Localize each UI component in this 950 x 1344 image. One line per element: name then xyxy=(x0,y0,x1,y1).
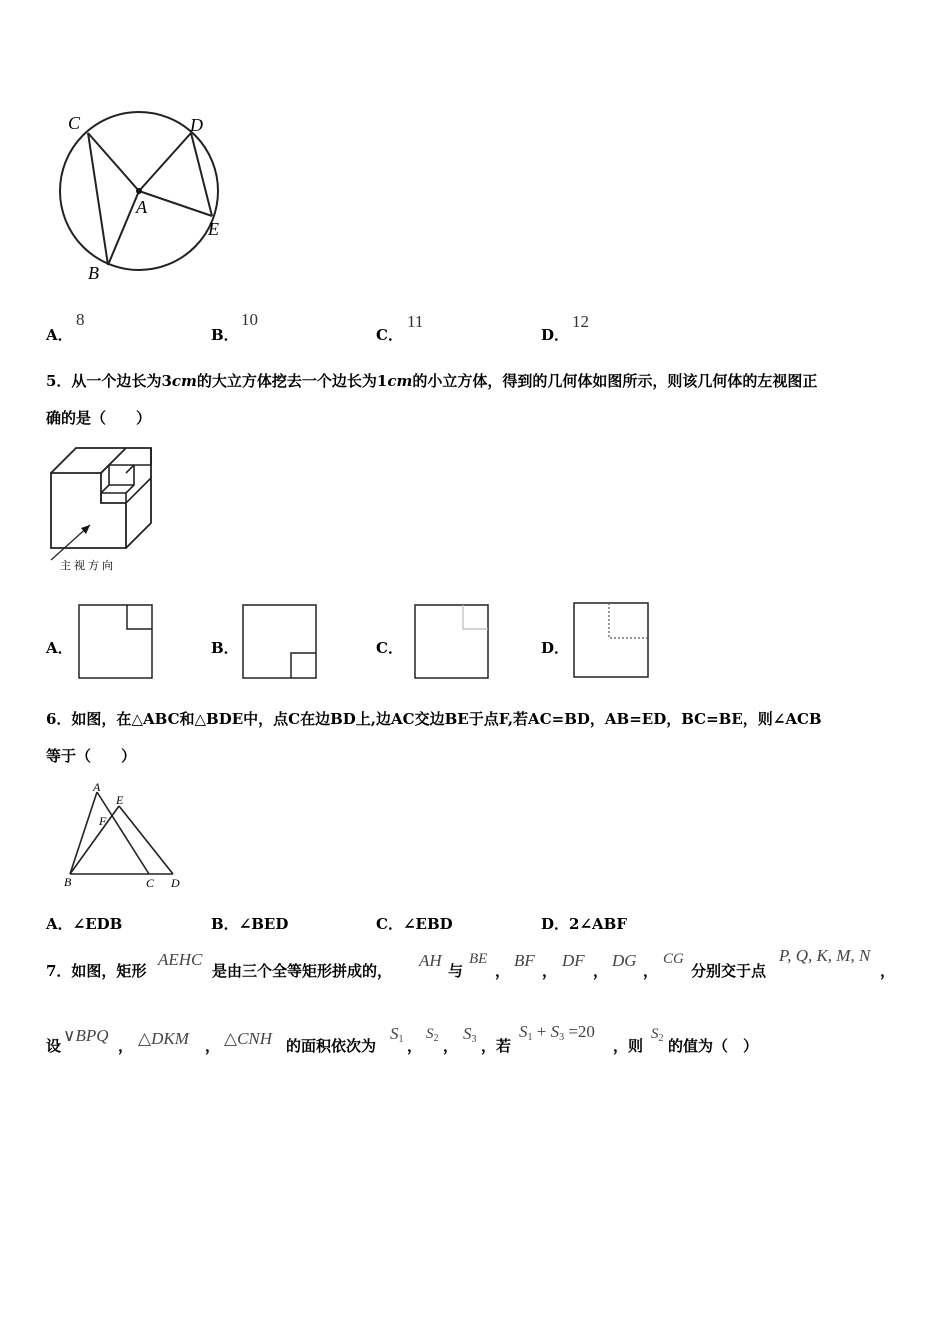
q7-comma: ， xyxy=(205,1037,221,1055)
center-point xyxy=(136,188,142,194)
label-A: A xyxy=(93,780,101,794)
segment-BA xyxy=(70,792,97,874)
q7-points: P, Q, K, M, N xyxy=(779,946,871,965)
option-label: B． xyxy=(211,326,239,344)
q7-seg-DF: DF xyxy=(562,951,585,970)
q7-comma: ， xyxy=(643,962,659,980)
label-F: F xyxy=(99,814,107,828)
option-label: B． xyxy=(211,639,239,657)
q6-question-line2: 等于（ ） xyxy=(46,747,137,765)
q7-S2-ask: $S_2$ xyxy=(651,1026,664,1044)
q4-circle-figure xyxy=(50,105,240,285)
cube-right-face xyxy=(126,448,151,548)
q7-sum-equation: $S_1 + S_3 =20$ xyxy=(519,1022,595,1043)
label-C: C xyxy=(68,113,81,133)
q7-text-composed: 是由三个全等矩形拼成的， xyxy=(212,962,393,980)
q5-unit: cm xyxy=(171,372,197,390)
q7-comma: ， xyxy=(542,962,558,980)
q7-tri-DKM: △DKM xyxy=(138,1029,189,1048)
q7-S2: $S_2$ xyxy=(426,1026,439,1044)
q7-comma-end: ， xyxy=(880,962,896,980)
option-label: D． xyxy=(541,915,570,933)
q5-question-line2: 确的是（ ） xyxy=(46,409,152,427)
option-value: 12 xyxy=(572,312,589,331)
option-label: A． xyxy=(46,326,73,344)
option-label: D． xyxy=(541,639,570,657)
label-E: E xyxy=(116,793,124,807)
q7-tri-BPQ: ∨BPQ xyxy=(63,1026,109,1045)
option-c-view xyxy=(414,604,489,679)
q7-seg-CG: CG xyxy=(663,951,684,967)
segment-AB xyxy=(108,191,139,265)
cube-top-face xyxy=(51,448,151,473)
option-label: C． xyxy=(376,915,403,933)
q7-tri-CNH: △CNH xyxy=(224,1029,273,1048)
q7-seg-AH: AH xyxy=(419,951,442,970)
label-B: B xyxy=(64,875,72,889)
q6-question-line1: 6．如图，在△ABC和△BDE中，点C在边BD上,边AC交边BE于点F,若AC=BD，AB=ED，BC=BE，则∠ACB xyxy=(46,710,822,728)
option-a-view xyxy=(78,604,153,679)
q7-text-then: ，则 xyxy=(613,1037,644,1055)
option-label: A． xyxy=(46,915,73,933)
q7-comma: ， xyxy=(407,1037,423,1055)
q5-text: 的大立方体挖去一个边长为 xyxy=(196,372,377,390)
q6-option-a[interactable] xyxy=(46,913,122,934)
segment-AD xyxy=(139,133,191,191)
option-value: 2∠ABF xyxy=(569,915,627,933)
q5-num: 3 xyxy=(161,372,172,390)
q7-comma: ， xyxy=(495,962,511,980)
option-label: B． xyxy=(211,915,239,933)
q7-seg-BE: BE xyxy=(469,951,488,967)
segment-BE xyxy=(70,806,119,874)
q7-comma: ， xyxy=(443,1037,459,1055)
option-label: D． xyxy=(541,326,570,344)
q7-seg-DG: DG xyxy=(612,951,637,970)
q7-text-and: 与 xyxy=(448,962,464,980)
direction-label: 主视方向 xyxy=(60,560,116,572)
option-b-view xyxy=(242,604,317,679)
q7-text-intro: 7．如图，矩形 xyxy=(46,962,147,980)
label-D: D xyxy=(171,876,180,890)
q5-num: 1 xyxy=(376,372,388,390)
cube-cavity xyxy=(101,465,151,503)
q7-S3: $S_3$ xyxy=(463,1024,477,1045)
q7-text-value: 的值为（ ） xyxy=(668,1037,759,1055)
q7-text-intersect: 分别交于点 xyxy=(691,962,767,980)
segment-DE xyxy=(191,133,212,216)
option-value: 10 xyxy=(241,310,258,329)
label-E: E xyxy=(208,219,219,239)
q7-comma: ， xyxy=(118,1037,134,1055)
option-value: 8 xyxy=(76,310,85,329)
option-label: A． xyxy=(46,639,73,657)
segment-AE xyxy=(139,191,212,216)
label-C: C xyxy=(146,876,155,890)
option-label: C． xyxy=(376,639,403,657)
option-value: 11 xyxy=(407,312,424,331)
label-A: A xyxy=(136,197,147,217)
q7-seg-BF: BF xyxy=(514,951,535,970)
q6-option-b[interactable] xyxy=(211,913,288,934)
q7-rect-AEHC: AEHC xyxy=(158,950,203,969)
label-D: D xyxy=(190,115,203,135)
q7-S1: $S_1$ xyxy=(390,1024,404,1045)
option-value: ∠EBD xyxy=(402,915,453,933)
q5-cube-figure xyxy=(44,445,160,575)
q6-option-c[interactable] xyxy=(376,913,453,934)
q7-comma: ， xyxy=(593,962,609,980)
q6-option-d[interactable] xyxy=(541,913,627,934)
q6-triangle-figure xyxy=(58,780,188,892)
option-value: ∠EDB xyxy=(72,915,123,933)
q5-text: 的小立方体，得到的几何体如图所示，则该几何体的左视图正 xyxy=(412,372,818,390)
q7-text-let: 设 xyxy=(46,1037,62,1055)
option-value: ∠BED xyxy=(238,915,289,933)
q7-text-areas: 的面积依次为 xyxy=(286,1037,377,1055)
q5-unit: cm xyxy=(387,372,413,390)
q7-text-if: ，若 xyxy=(481,1037,512,1055)
q5-question-line1 xyxy=(46,370,817,391)
label-B: B xyxy=(88,263,99,283)
option-d-view xyxy=(573,602,649,678)
option-label: C． xyxy=(376,326,403,344)
q5-text: 5．从一个边长为 xyxy=(46,372,162,390)
